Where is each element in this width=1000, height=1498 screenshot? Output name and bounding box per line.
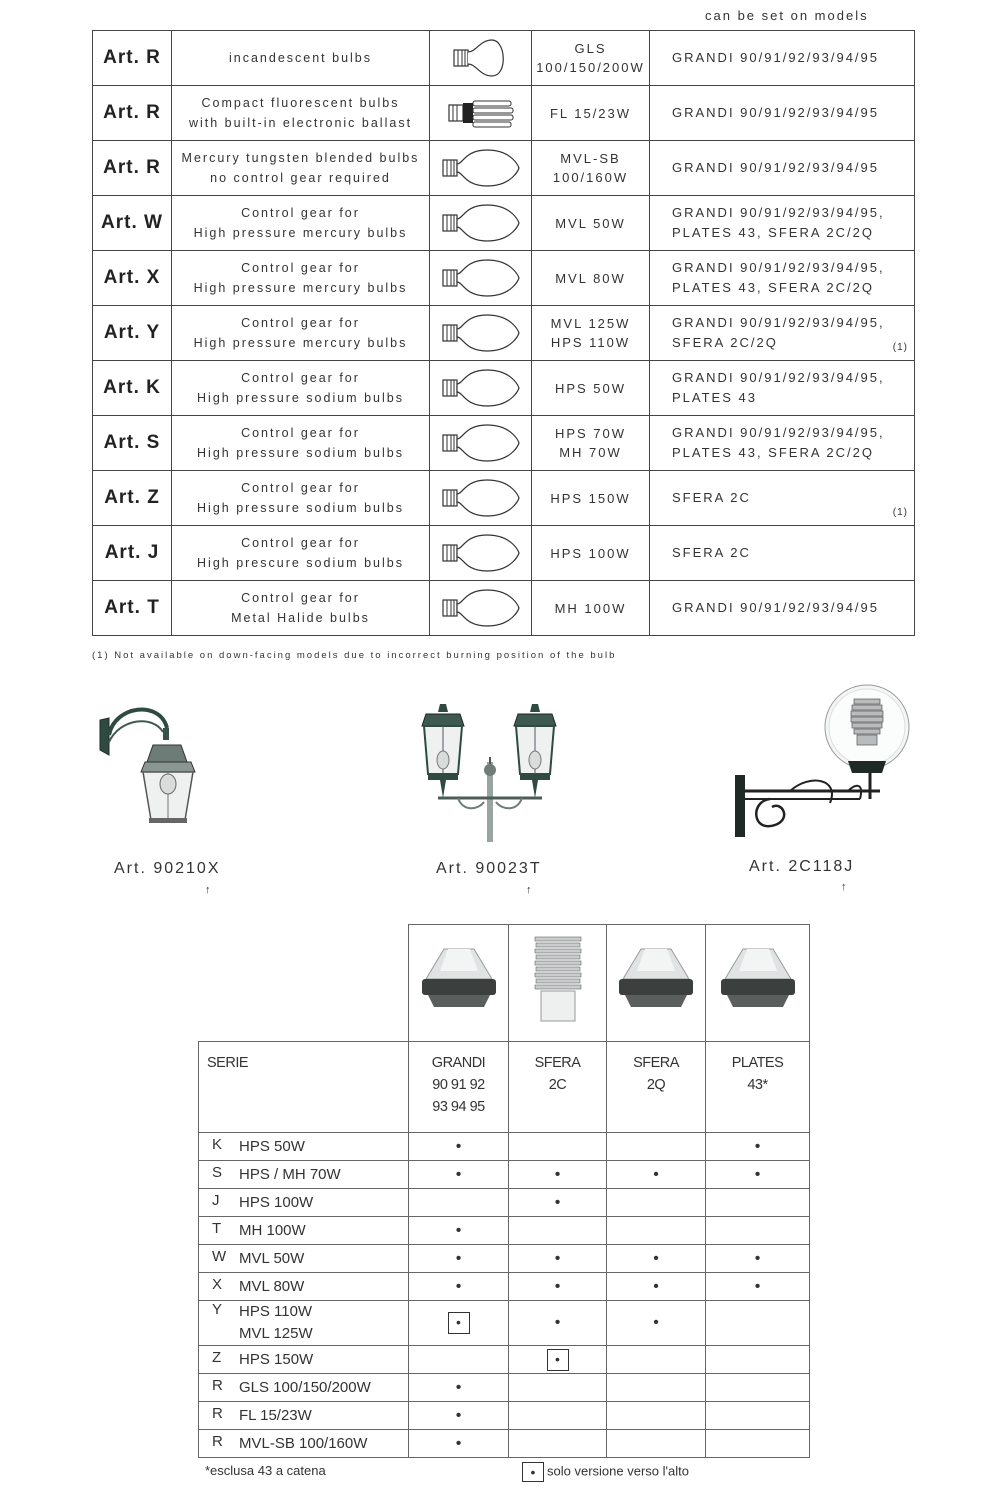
lamp-desc-line: High pressure mercury bulbs xyxy=(193,281,408,295)
arrow-up-icon: ↑ xyxy=(841,881,847,893)
compat-cell xyxy=(706,1346,810,1374)
lamp-row xyxy=(93,31,915,86)
lamp-type-line: MVL 125W xyxy=(239,1325,313,1342)
compatible-models xyxy=(650,526,915,581)
lamp-wattage-line: HPS 50W xyxy=(554,380,627,396)
compat-cell xyxy=(409,1217,509,1245)
compat-row-label xyxy=(199,1301,409,1346)
compat-cell xyxy=(409,1301,509,1346)
lamp-wattage-line: MVL 80W xyxy=(555,270,626,286)
compat-mark: • xyxy=(554,1193,561,1211)
footnote-marker: (1) xyxy=(892,507,908,518)
lamp-description xyxy=(172,196,430,251)
lamp-desc-line: Mercury tungsten blended bulbs xyxy=(181,151,420,165)
series-name-line: SFERA xyxy=(633,1055,679,1071)
lamp-desc-line: Control gear for xyxy=(241,371,360,385)
compat-row xyxy=(199,1189,810,1217)
compat-cell xyxy=(607,1217,706,1245)
art-code: Art. R xyxy=(93,86,172,141)
lamp-wattage xyxy=(532,581,650,636)
ellipsoid-bulb-icon xyxy=(430,361,532,416)
lamp-desc-line: with built-in electronic ballast xyxy=(188,116,413,130)
compat-mark: • xyxy=(455,1137,462,1155)
wall-lantern-icon xyxy=(95,700,205,830)
lamp-wattage-line: HPS 150W xyxy=(550,490,631,506)
lamp-description xyxy=(172,306,430,361)
series-name-line: 93 94 95 xyxy=(432,1099,485,1115)
series-name-line: 2C xyxy=(548,1077,567,1093)
product-label-2c118j: Art. 2C118J xyxy=(749,858,855,875)
lamp-desc-line: Compact fluorescent bulbs xyxy=(201,96,400,110)
compat-mark: • xyxy=(653,1277,659,1295)
compat-row xyxy=(199,1402,810,1430)
lamp-description xyxy=(172,361,430,416)
series-letter: Y xyxy=(212,1301,223,1318)
compat-mark: • xyxy=(653,1314,659,1331)
note-up-facing-only xyxy=(522,1462,689,1482)
compat-cell xyxy=(607,1346,706,1374)
lamp-wattage-line: MVL 50W xyxy=(555,215,626,231)
lamp-desc-line: High pressure sodium bulbs xyxy=(197,501,404,515)
ellipsoid-bulb-icon xyxy=(430,526,532,581)
footnote-marker: (1) xyxy=(892,342,908,353)
compat-row xyxy=(199,1273,810,1301)
compat-mark: • xyxy=(554,1249,561,1267)
lamp-description xyxy=(172,251,430,306)
compat-cell xyxy=(409,1161,509,1189)
header-note: can be set on models xyxy=(705,8,869,23)
lamp-type-line: HPS / MH 70W xyxy=(239,1165,341,1183)
fluorescent-bulb-icon xyxy=(430,86,532,141)
lamp-row xyxy=(93,196,915,251)
lamp-desc-line: Control gear for xyxy=(241,206,360,220)
compat-cell xyxy=(409,1189,509,1217)
art-code: Art. W xyxy=(93,196,172,251)
compatible-models xyxy=(650,471,915,526)
gls-bulb-icon xyxy=(430,31,532,86)
compat-cell xyxy=(607,1161,706,1189)
compat-row xyxy=(199,1346,810,1374)
series-letter: R xyxy=(212,1404,223,1422)
compatible-models xyxy=(650,581,915,636)
lamp-wattage xyxy=(532,31,650,86)
lamp-wattage xyxy=(532,526,650,581)
compat-cell xyxy=(706,1430,810,1458)
ellipsoid-bulb-icon xyxy=(430,251,532,306)
lamp-desc-line: Control gear for xyxy=(241,591,360,605)
compat-cell xyxy=(409,1133,509,1161)
ellipsoid-bulb-icon xyxy=(430,141,532,196)
compat-mark: • xyxy=(455,1165,462,1183)
lamp-models-line: GRANDI 90/91/92/93/94/95, xyxy=(672,260,885,275)
compat-mark: • xyxy=(754,1277,761,1295)
lamp-row xyxy=(93,581,915,636)
lamp-models-line: PLATES 43, SFERA 2C/2Q xyxy=(672,225,874,240)
compat-cell xyxy=(706,1217,810,1245)
twin-post-lantern-icon xyxy=(418,702,568,847)
series-name xyxy=(509,1042,607,1133)
compat-row-label xyxy=(199,1217,409,1245)
lamp-description xyxy=(172,526,430,581)
art-code: Art. R xyxy=(93,141,172,196)
compat-row xyxy=(199,1133,810,1161)
compat-mark: • xyxy=(455,1249,462,1267)
lamp-row xyxy=(93,526,915,581)
compat-row-label xyxy=(199,1245,409,1273)
lamp-description xyxy=(172,141,430,196)
compat-row-label xyxy=(199,1346,409,1374)
lamp-description xyxy=(172,416,430,471)
lamp-wattage-line: MH 100W xyxy=(554,600,627,616)
sfera-2c-fitting-icon xyxy=(509,925,607,1042)
lamp-description xyxy=(172,86,430,141)
lamp-models-line: GRANDI 90/91/92/93/94/95 xyxy=(672,50,879,65)
compat-cell xyxy=(509,1430,607,1458)
lamp-row xyxy=(93,86,915,141)
compat-cell xyxy=(509,1273,607,1301)
compat-mark: • xyxy=(653,1249,659,1267)
arrow-up-icon: ↑ xyxy=(526,884,532,896)
series-name-line: GRANDI xyxy=(431,1055,486,1071)
art-code: Art. J xyxy=(93,526,172,581)
ellipsoid-bulb-icon xyxy=(430,471,532,526)
series-name xyxy=(409,1042,509,1133)
lamp-row xyxy=(93,141,915,196)
compat-mark: • xyxy=(455,1406,462,1424)
lamp-wattage-line: GLS xyxy=(574,41,607,56)
ellipsoid-bulb-icon xyxy=(430,306,532,361)
lamp-desc-line: incandescent bulbs xyxy=(228,51,373,65)
lamp-desc-line: High pressure sodium bulbs xyxy=(197,391,404,405)
art-code: Art. Z xyxy=(93,471,172,526)
lamp-wattage-line: 100/150/200W xyxy=(536,60,645,75)
lamp-row xyxy=(93,471,915,526)
compat-cell xyxy=(607,1189,706,1217)
compat-row xyxy=(199,1161,810,1189)
lamp-type-line: GLS 100/150/200W xyxy=(239,1378,371,1396)
compat-cell xyxy=(607,1374,706,1402)
series-letter: S xyxy=(212,1163,223,1181)
lamp-type-line: HPS 150W xyxy=(239,1350,314,1368)
ellipsoid-bulb-icon xyxy=(430,416,532,471)
compat-row-label xyxy=(199,1133,409,1161)
compat-mark: • xyxy=(554,1277,561,1295)
series-letter: X xyxy=(212,1275,223,1293)
sfera-2q-fitting-icon xyxy=(607,925,706,1042)
art-code: Art. Y xyxy=(93,306,172,361)
compat-cell xyxy=(509,1346,607,1374)
series-name-line: 2Q xyxy=(646,1077,666,1093)
boxed-dot-icon: • xyxy=(522,1462,544,1482)
compat-mark: • xyxy=(754,1249,761,1267)
product-label-90023t: Art. 90023T xyxy=(436,860,542,877)
lamp-type-line: HPS 110W xyxy=(239,1303,313,1320)
compat-cell xyxy=(409,1374,509,1402)
lamp-wattage xyxy=(532,471,650,526)
lamp-wattage xyxy=(532,196,650,251)
lamp-description xyxy=(172,31,430,86)
note-up-facing-text: solo versione verso l'alto xyxy=(547,1463,689,1479)
compat-cell xyxy=(607,1402,706,1430)
compat-row-label xyxy=(199,1402,409,1430)
lamp-models-line: GRANDI 90/91/92/93/94/95, xyxy=(672,425,885,440)
series-header-row xyxy=(199,1042,810,1133)
lamp-wattage-line: 100/160W xyxy=(552,170,629,185)
lamp-type-line: MVL 80W xyxy=(239,1277,305,1295)
lamp-row xyxy=(93,361,915,416)
series-letter: J xyxy=(212,1191,220,1209)
compat-mark: • xyxy=(455,1378,462,1396)
lamp-type-line: HPS 100W xyxy=(239,1193,314,1211)
blank-cell xyxy=(199,925,409,1042)
compat-mark: • xyxy=(554,1165,561,1183)
lamp-models-line: SFERA 2C/2Q xyxy=(672,335,778,350)
lamp-desc-line: High pressure sodium bulbs xyxy=(197,446,404,460)
lamp-row xyxy=(93,416,915,471)
series-letter: T xyxy=(212,1219,222,1237)
lamp-models-line: GRANDI 90/91/92/93/94/95 xyxy=(672,105,879,120)
compat-row-label xyxy=(199,1189,409,1217)
series-name xyxy=(706,1042,810,1133)
lamp-description xyxy=(172,471,430,526)
compat-mark: • xyxy=(455,1434,462,1452)
lamp-type-line: MVL-SB 100/160W xyxy=(239,1434,368,1452)
compat-row xyxy=(199,1430,810,1458)
compat-mark: • xyxy=(455,1277,462,1295)
lamp-desc-line: Metal Halide bulbs xyxy=(231,611,370,625)
lamp-desc-line: Control gear for xyxy=(241,261,360,275)
series-letter: Z xyxy=(212,1348,222,1366)
lamp-models-line: PLATES 43, SFERA 2C/2Q xyxy=(672,280,874,295)
compatible-models xyxy=(650,306,915,361)
lamp-models-line: GRANDI 90/91/92/93/94/95 xyxy=(672,160,879,175)
art-code: Art. K xyxy=(93,361,172,416)
ellipsoid-bulb-icon xyxy=(430,581,532,636)
compat-cell xyxy=(509,1133,607,1161)
compatibility-table xyxy=(198,924,810,1458)
boxed-dot-icon: • xyxy=(547,1349,569,1371)
compat-row-label xyxy=(199,1430,409,1458)
compat-cell xyxy=(509,1374,607,1402)
lamp-desc-line: High pressure mercury bulbs xyxy=(193,336,408,350)
arrow-up-icon: ↑ xyxy=(205,884,211,896)
compat-cell xyxy=(509,1161,607,1189)
lamp-type-line: FL 15/23W xyxy=(239,1406,312,1424)
lamp-wattage-line: HPS 100W xyxy=(550,545,631,561)
product-label-90210x: Art. 90210X xyxy=(114,860,221,877)
grandi-fitting-icon xyxy=(409,925,509,1042)
series-letter: R xyxy=(212,1432,223,1450)
lamp-models-line: GRANDI 90/91/92/93/94/95, xyxy=(672,315,885,330)
lamp-models-line: GRANDI 90/91/92/93/94/95, xyxy=(672,205,885,220)
series-name-line: 43* xyxy=(747,1077,768,1093)
footnote: (1) Not available on down-facing models due to incorrect burning position of the bulb xyxy=(92,650,617,661)
lamp-wattage xyxy=(532,361,650,416)
compat-cell xyxy=(706,1402,810,1430)
series-name-line: PLATES xyxy=(731,1055,784,1071)
lamp-desc-line: Control gear for xyxy=(241,316,360,330)
compat-row-label xyxy=(199,1161,409,1189)
compat-row-label xyxy=(199,1374,409,1402)
lamp-description xyxy=(172,581,430,636)
lamp-wattage-line: MH 70W xyxy=(559,445,622,460)
compat-row xyxy=(199,1245,810,1273)
compat-cell xyxy=(607,1430,706,1458)
compatible-models xyxy=(650,361,915,416)
compat-cell xyxy=(706,1301,810,1346)
lamp-desc-line: Control gear for xyxy=(241,536,360,550)
compat-cell xyxy=(607,1245,706,1273)
lamp-models-line: SFERA 2C xyxy=(672,490,751,505)
fitting-image-row xyxy=(199,925,810,1042)
lamp-type-line: HPS 50W xyxy=(239,1137,305,1155)
compat-row-label xyxy=(199,1273,409,1301)
lamp-wattage xyxy=(532,306,650,361)
series-letter: R xyxy=(212,1376,223,1394)
lamp-desc-line: Control gear for xyxy=(241,426,360,440)
compat-mark: • xyxy=(754,1137,761,1155)
lamp-wattage xyxy=(532,251,650,306)
lamp-desc-line: High prescure sodium bulbs xyxy=(197,556,404,570)
lamp-wattage-line: HPS 110W xyxy=(550,335,631,350)
compat-cell xyxy=(706,1133,810,1161)
compat-row xyxy=(199,1301,810,1346)
compatible-models xyxy=(650,416,915,471)
lamp-type-line: MVL 50W xyxy=(239,1249,305,1267)
lamp-desc-line: High pressure mercury bulbs xyxy=(193,226,408,240)
lamp-wattage xyxy=(532,86,650,141)
lamp-models-line: GRANDI 90/91/92/93/94/95, xyxy=(672,370,885,385)
compat-cell xyxy=(706,1273,810,1301)
compat-cell xyxy=(706,1245,810,1273)
compat-mark: • xyxy=(455,1221,462,1239)
lamp-models-line: SFERA 2C xyxy=(672,545,751,560)
compat-cell xyxy=(607,1133,706,1161)
compat-cell xyxy=(509,1189,607,1217)
compatible-models xyxy=(650,31,915,86)
compat-cell xyxy=(607,1301,706,1346)
lamp-models-line: PLATES 43, SFERA 2C/2Q xyxy=(672,445,874,460)
compat-row xyxy=(199,1217,810,1245)
lamp-row xyxy=(93,306,915,361)
series-name xyxy=(607,1042,706,1133)
art-code: Art. S xyxy=(93,416,172,471)
compat-cell xyxy=(409,1245,509,1273)
art-code: Art. R xyxy=(93,31,172,86)
compat-cell xyxy=(509,1245,607,1273)
compatible-models xyxy=(650,251,915,306)
lamp-wattage-line: MVL 125W xyxy=(550,316,631,331)
boxed-dot-icon: • xyxy=(448,1312,470,1334)
lamp-table xyxy=(92,30,915,636)
compat-cell xyxy=(409,1346,509,1374)
art-code: Art. X xyxy=(93,251,172,306)
compat-mark: • xyxy=(653,1165,659,1183)
compat-cell xyxy=(607,1273,706,1301)
compat-mark: • xyxy=(754,1165,761,1183)
compat-cell xyxy=(706,1189,810,1217)
compat-cell xyxy=(509,1402,607,1430)
globe-wall-bracket-icon xyxy=(730,683,915,848)
compat-cell xyxy=(509,1217,607,1245)
compatible-models xyxy=(650,196,915,251)
lamp-models-line: PLATES 43 xyxy=(672,390,757,405)
lamp-models-line: GRANDI 90/91/92/93/94/95 xyxy=(672,600,879,615)
compat-row xyxy=(199,1374,810,1402)
compat-mark: • xyxy=(554,1314,561,1331)
compat-cell xyxy=(409,1273,509,1301)
lamp-wattage xyxy=(532,416,650,471)
plates-fitting-icon xyxy=(706,925,810,1042)
lamp-wattage-line: FL 15/23W xyxy=(549,105,632,121)
lamp-wattage-line: MVL-SB xyxy=(560,151,621,166)
series-name-line: 90 91 92 xyxy=(432,1077,485,1093)
compatible-models xyxy=(650,86,915,141)
compat-cell xyxy=(706,1374,810,1402)
compat-cell xyxy=(409,1430,509,1458)
compat-cell xyxy=(409,1402,509,1430)
compat-cell xyxy=(706,1161,810,1189)
serie-label: SERIE xyxy=(199,1042,409,1133)
series-letter: K xyxy=(212,1135,223,1153)
lamp-wattage-line: HPS 70W xyxy=(554,426,627,441)
ellipsoid-bulb-icon xyxy=(430,196,532,251)
lamp-desc-line: Control gear for xyxy=(241,481,360,495)
series-name-line: SFERA xyxy=(534,1055,581,1071)
lamp-desc-line: no control gear required xyxy=(210,171,391,185)
lamp-row xyxy=(93,251,915,306)
compatible-models xyxy=(650,141,915,196)
series-letter: W xyxy=(212,1247,227,1265)
note-excluded-43: *esclusa 43 a catena xyxy=(205,1463,326,1478)
art-code: Art. T xyxy=(93,581,172,636)
lamp-wattage xyxy=(532,141,650,196)
lamp-type-line: MH 100W xyxy=(239,1221,306,1239)
compat-cell xyxy=(509,1301,607,1346)
